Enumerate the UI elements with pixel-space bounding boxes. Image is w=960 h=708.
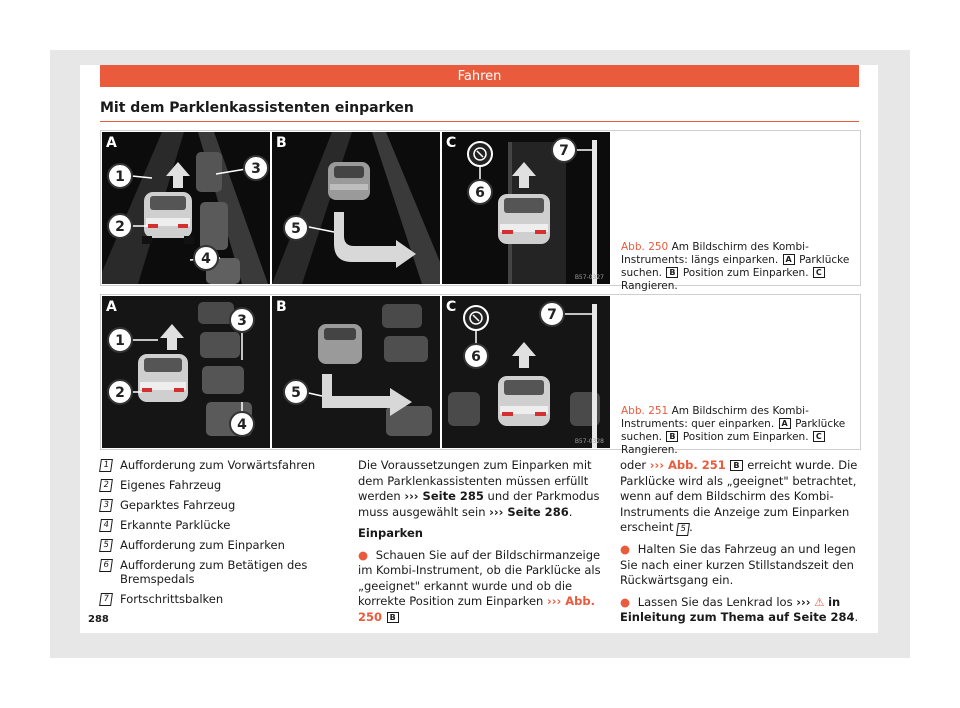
legend-list <box>100 458 340 612</box>
panel-letter-c: C <box>446 135 457 151</box>
body-text: Schauen Sie auf der Bildschirmanzeige im Kombi-Instrument, ob die Parklücke als „geeignet" erkannt wurde und ob die korrekte Position zum Einparken <box>358 547 601 608</box>
caption-text: Am Bildschirm des Kombi-Instruments: quer einparken. <box>621 405 809 430</box>
figure-link-250[interactable]: ››› Abb. 250 <box>358 594 595 624</box>
legend-item <box>100 458 340 472</box>
body-text: Halten Sie das Fahrzeug an und legen Sie nach einer kurzen Stillstandszeit den Rückwärtsgang ein. <box>620 542 856 587</box>
chapter-title: Fahren <box>457 68 502 84</box>
bullet-item <box>620 542 868 589</box>
body-text: Lassen Sie das Lenkrad los <box>637 594 793 609</box>
legend-number: 3 <box>99 499 113 512</box>
caption-text-c: Rangieren. <box>621 444 678 456</box>
body-text: und der Parkmodus muss ausgewählt sein <box>358 489 600 519</box>
callout-6: 6 <box>475 185 485 201</box>
body-text: oder <box>620 458 647 472</box>
key-b: B <box>666 267 678 278</box>
key-a: A <box>783 254 795 265</box>
figure-code: B57-0328 <box>574 438 604 445</box>
figure-link-251[interactable]: ››› Abb. 251 <box>649 458 726 472</box>
inline-number: 5 <box>676 523 690 536</box>
caption-text-c: Rangieren. <box>621 280 678 292</box>
text-column-right <box>620 458 868 632</box>
legend-item <box>100 518 340 532</box>
caption-text-b: Position zum Einparken. <box>682 431 809 443</box>
legend-number: 1 <box>99 459 113 472</box>
legend-number: 6 <box>99 559 113 572</box>
legend-item <box>100 558 340 586</box>
callout-6: 6 <box>471 349 481 365</box>
figure-250-caption <box>621 241 853 293</box>
page-number: 288 <box>88 614 109 625</box>
legend-text: Aufforderung zum Einparken <box>120 538 285 552</box>
chapter-header <box>100 65 859 87</box>
figure-number: Abb. 250 <box>621 241 669 253</box>
legend-item <box>100 538 340 552</box>
panel-letter-a: A <box>106 135 117 151</box>
figure-250-panel-c <box>442 132 610 284</box>
legend-text: Aufforderung zum Betätigen des Bremspedals <box>120 558 308 586</box>
legend-text: Fortschrittsbalken <box>120 592 224 606</box>
body-text: . <box>568 504 573 519</box>
progress-bar-fill <box>592 140 597 284</box>
callout-3: 3 <box>251 161 261 177</box>
title-rule <box>100 121 859 122</box>
bullet-item <box>358 548 606 626</box>
warning-icon: ⚠ <box>814 594 825 609</box>
legend-text: Erkannte Parklücke <box>120 518 231 532</box>
figure-251-panel-c <box>442 296 610 448</box>
callout-7: 7 <box>547 307 557 323</box>
caption-text: Am Bildschirm des Kombi-Instruments: längs einparken. <box>621 241 809 266</box>
bullet-icon: ● <box>620 542 631 556</box>
figure-251-panel-a <box>102 296 270 448</box>
callout-2: 2 <box>115 385 125 401</box>
page-link-285[interactable]: ››› Seite 285 <box>404 489 484 503</box>
key-b: B <box>666 431 678 442</box>
callout-4: 4 <box>237 417 247 433</box>
warning-link[interactable]: ››› <box>796 594 811 609</box>
panel-letter-b: B <box>276 299 287 315</box>
continued-paragraph <box>620 458 868 536</box>
figure-250-panel-b <box>272 132 440 284</box>
body-text: . <box>854 610 859 624</box>
legend-text: Geparktes Fahrzeug <box>120 498 236 512</box>
panel-letter-b: B <box>276 135 287 151</box>
legend-number: 4 <box>99 519 113 532</box>
legend-number: 7 <box>99 593 113 606</box>
progress-bar-fill <box>592 304 597 448</box>
key-b: B <box>387 612 399 623</box>
body-text: Die Voraussetzungen zum Einparken mit dem Parklenkassistenten müssen erfüllt werden <box>358 458 592 503</box>
figure-251-caption <box>621 405 853 457</box>
legend-item <box>100 498 340 512</box>
legend-number: 2 <box>99 479 113 492</box>
caption-text-a: Parklücke suchen. <box>621 418 846 443</box>
intro-paragraph <box>358 458 606 520</box>
callout-7: 7 <box>559 143 569 159</box>
bullet-icon: ● <box>358 547 369 562</box>
legend-item <box>100 478 340 492</box>
caption-text-b: Position zum Einparken. <box>682 267 809 279</box>
panel-letter-c: C <box>446 299 457 315</box>
callout-2: 2 <box>115 219 125 235</box>
bullet-icon: ● <box>620 594 631 609</box>
figure-code: B57-0327 <box>574 274 604 281</box>
key-c: C <box>813 431 825 442</box>
panel-letter-a: A <box>106 299 117 315</box>
figure-251-panel-b <box>272 296 440 448</box>
legend-item <box>100 592 340 606</box>
key-a: A <box>779 418 791 429</box>
text-column-middle <box>358 458 606 631</box>
figure-250 <box>100 130 861 292</box>
callout-1: 1 <box>115 333 125 349</box>
page-link-286[interactable]: ››› Seite 286 <box>489 504 569 519</box>
callout-5: 5 <box>291 385 301 401</box>
body-text: . <box>689 520 693 534</box>
legend-text: Eigenes Fahrzeug <box>120 478 222 492</box>
bullet-item <box>620 595 868 626</box>
figure-number: Abb. 251 <box>621 405 669 417</box>
legend-number: 5 <box>99 539 113 552</box>
legend-text: Aufforderung zum Vorwärtsfahren <box>120 458 316 472</box>
body-text: erreicht wurde. Die Parklücke wird als „geeignet" betrachtet, wenn auf dem Bildschirm des Kombi-Instruments die Anzeige zum Einparken erscheint <box>620 458 858 534</box>
figure-250-panel-a <box>102 132 270 284</box>
figure-251 <box>100 294 861 456</box>
key-b: B <box>730 460 742 471</box>
callout-3: 3 <box>237 313 247 329</box>
caption-text-a: Parklücke suchen. <box>621 254 850 279</box>
callout-1: 1 <box>115 169 125 185</box>
key-c: C <box>813 267 825 278</box>
callout-5: 5 <box>291 221 301 237</box>
page-link-284[interactable]: in Einleitung zum Thema auf Seite 284 <box>620 594 855 624</box>
section-title: Mit dem Parklenkassistenten einparken <box>100 100 414 116</box>
subheading-einparken: Einparken <box>358 526 423 540</box>
callout-4: 4 <box>201 251 211 267</box>
